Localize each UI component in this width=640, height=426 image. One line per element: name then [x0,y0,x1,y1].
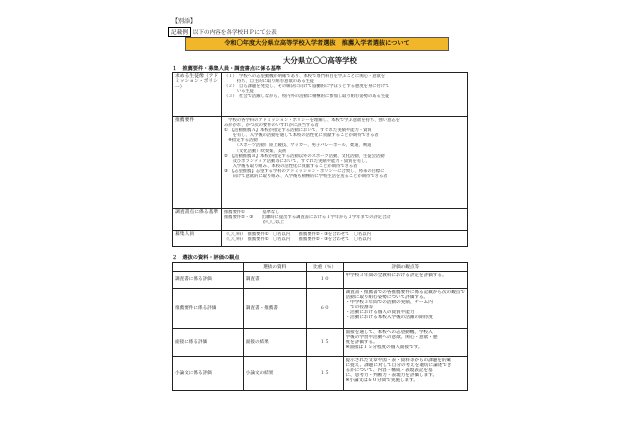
row-header: 推薦要件 [173,117,222,209]
text-line: 度を評価する。 [345,340,378,346]
school-name: 大分県立〇〇高等学校 [283,56,357,65]
eval-weight: １０ [306,272,343,289]
row-header: 調査書点に係る基準 [173,209,222,231]
table-row [173,272,468,289]
text-line: ・活動における本校入学後の活躍の期待度 [345,315,433,321]
eval-name: 小論文に係る評価 [173,357,244,391]
table-row [173,209,468,231]
text-line: に捉え、課題に対して自分の考えを適切に論述でき [345,363,452,369]
text-line: 持ち、自主的に取り組む意欲のある生徒 [224,79,315,85]
eval-points [343,289,467,329]
text-line: るかについて、内容・構成・表現表記を基 [345,368,433,374]
text-line: （１） 学校への志望動機が明確であり、本校で専門科目を学ぶことに関心・意欲を [224,74,386,79]
table-row [173,357,468,391]
text-line: 提示された文章や図・表・資料等からの課題を的確 [345,358,452,363]
text-line: ③ 【志望推薦】志望する学科のアドミッション・ポリシーに合致し、将来の目標に [224,168,385,174]
text-line: （文化活動）吹奏楽、美術 [224,148,287,154]
eval-points [343,357,467,391]
table-row [173,329,468,357]
text-line: ・活動における個人の資質や能力 [345,310,415,316]
column-header: 選抜の資料 [243,263,306,272]
column-header: 評価の観点等 [343,263,467,272]
row-content [222,209,468,231]
row-header: 求める生徒像（アドミッション・ポリシー） [173,73,222,117]
row-content [222,231,468,247]
table-row [173,117,468,209]
text-line: （〇〇科） 推薦要件① 〇名以内 推薦要件②・③を合わせて 〇名以内 [224,232,371,237]
text-line: 活動に取り組む姿勢について評価する。 [345,295,429,301]
table-row [173,289,468,329]
column-header: 比重（％） [306,263,343,272]
title-banner: 令和〇年度大分県立高等学校入学者選抜 推薦入学者選抜について [185,37,449,51]
eval-material: 小論文の結果 [243,357,306,391]
eval-name: 推薦要件に係る評価 [173,289,244,329]
text-line: 向けて意欲的に取り組み、入学後も積極的に学校生活を送ることが期待できる者 [224,174,388,180]
text-line: 面接を通して、本校への志望動機、学校入 [345,330,433,335]
text-line: ① 【活動推薦Ａ】本校が指定する活動において、すぐれた実績や能力・資質 [224,128,372,134]
text-line: いる生徒 [224,89,255,95]
text-line: （〇〇科） 推薦要件① 〇名以内 推薦要件②・③を合わせて 〇名以内 [224,237,371,243]
text-line: 推薦要件②・③ 出願時に提出する調査書における１学年から３学年までの評定合計 [224,215,391,221]
eval-weight: ６０ [306,289,343,329]
table-row [173,231,468,247]
eval-name: 面接に係る評価 [173,329,244,357]
section1-title: １ 推薦要件・募集人員・調査書点に係る基準 [172,66,281,72]
row-content [222,117,468,209]
text-line: 調査書・推薦書での各推薦要件に係る記載から次の観点で [345,290,465,295]
eval-material: 調査書 [243,272,306,289]
table-header-row [173,263,468,272]
eval-material: 調査書・推薦書 [243,289,306,329]
eval-material: 面接の結果 [243,329,306,357]
note-boxed-label: 記載例 [168,27,191,37]
eval-points [343,272,467,289]
text-line: ※小論文は６０分間で実施します。 [345,378,418,384]
eval-weight: １５ [306,329,343,357]
text-line: 入学後も取り組み、本校の活性化に貢献することが期待できる者 [224,163,358,169]
text-line: 学後の学習や活動への意欲、関心・意欲・態 [345,335,438,341]
table-row [173,73,468,117]
text-line: 推薦要件① 基準なし [224,210,280,215]
row-content [222,73,468,117]
text-line: に、思考力・判断力・表現力を評価します。 [345,373,438,379]
eval-points [343,329,467,357]
text-line: ※面接は１５分程度の個人面接です。 [345,345,423,351]
section2-title: ２ 選抜の資料・評価の観点 [172,255,240,261]
column-header [173,263,244,272]
text-line: （２） 自ら課題を発見し、その解決に向けて協働的に学ぼうとする態度を身に付けて [224,84,390,90]
text-line: 中学校３年間の全教科における評定を評価する。 [345,273,447,278]
text-line: ② 【活動推薦Ｂ】本校が指定する活動以外のスポーツ活動、文化活動、生徒会活動 [224,153,385,159]
requirements-table [172,72,468,247]
note-row [168,27,277,37]
text-line: （スポーツ活動）陸上競技、サッカー、男子バレーボール、柔道、剣道 [224,143,372,149]
row-header: 募集人員 [173,231,222,247]
eval-name: 調査書に係る評価 [173,272,244,289]
evaluation-table [172,262,468,391]
text-line: での役割等 [345,305,374,311]
text-line: （３） 社会で活躍しながら、校内外の活動に積極的に参加し取り組む姿勢のある生徒 [224,94,390,100]
text-line: ※指定する活動 [224,138,258,144]
note-text: 以下の内容を各学校ＨＰにて公表 [192,30,277,36]
eval-weight: １５ [306,357,343,391]
text-line: 学校の各学科のアドミッション・ポリシーを理解し、本校で学ぶ意欲を持ち、強い意志を [224,118,400,123]
attachment-label: 【別添】 [172,18,197,25]
text-line: を有し、入学後の活動を通して本校の活性化に貢献することが期待できる者 [224,133,379,139]
text-line: ・中学校３年間での活動の実績、チーム内 [345,300,433,306]
text-line: 及びボランティア活動等において、すぐれた実績や能力・資質を有し、 [224,158,370,164]
text-line: みがかれ、かつ次の要件のいずれかに該当する者 [224,123,319,129]
text-line: が〇〇以上 [224,220,285,226]
